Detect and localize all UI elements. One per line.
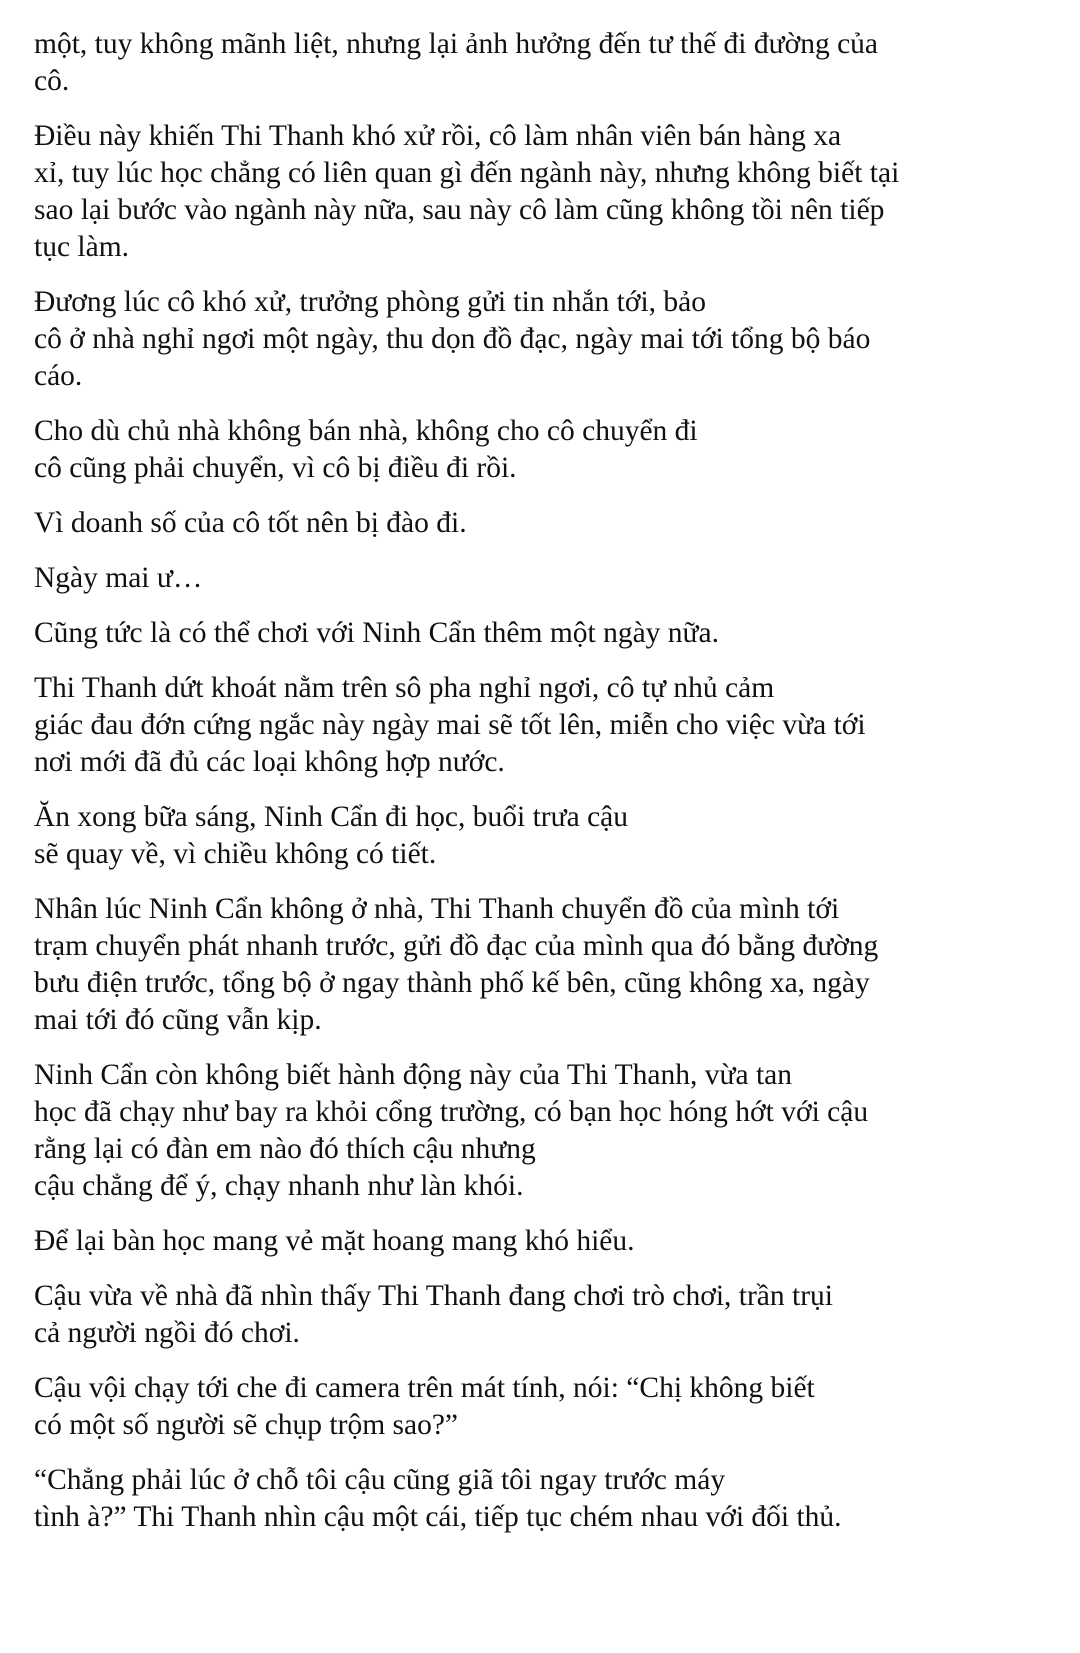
text-line: Điều này khiến Thi Thanh khó xử rồi, cô làm nhân viên bán hàng xa [34, 120, 842, 152]
text-line: cả người ngồi đó chơi. [34, 1317, 300, 1349]
text-line: Thi Thanh dứt khoát nằm trên sô pha nghỉ ngơi, cô tự nhủ cảm [34, 672, 775, 704]
text-line: cậu chẳng để ý, chạy nhanh như làn khói. [34, 1170, 524, 1202]
paragraph [34, 615, 1064, 652]
paragraph [34, 26, 1064, 100]
text-line: Cậu vừa về nhà đã nhìn thấy Thi Thanh đang chơi trò chơi, trần trụi [34, 1280, 833, 1312]
paragraph [34, 670, 1064, 781]
text-line: sẽ quay về, vì chiều không có tiết. [34, 838, 437, 870]
text-line: cô ở nhà nghỉ ngơi một ngày, thu dọn đồ đạc, ngày mai tới tổng bộ báo [34, 323, 871, 355]
text-line: cô. [34, 65, 70, 97]
paragraph [34, 891, 1064, 1039]
paragraph [34, 1462, 1064, 1536]
text-line: giác đau đớn cứng ngắc này ngày mai sẽ tốt lên, miễn cho việc vừa tới [34, 709, 866, 741]
text-line: Nhân lúc Ninh Cẩn không ở nhà, Thi Thanh chuyển đồ của mình tới [34, 893, 840, 925]
paragraph [34, 1370, 1064, 1444]
text-line: học đã chạy như bay ra khỏi cổng trường, có bạn học hóng hớt với cậu [34, 1096, 869, 1128]
text-line: sao lại bước vào ngành này nữa, sau này cô làm cũng không tồi nên tiếp [34, 194, 885, 226]
paragraph [34, 1057, 1064, 1205]
text-line: trạm chuyển phát nhanh trước, gửi đồ đạc của mình qua đó bằng đường [34, 930, 879, 962]
text-line: mai tới đó cũng vẫn kịp. [34, 1004, 322, 1036]
text-line: một, tuy không mãnh liệt, nhưng lại ảnh hưởng đến tư thế đi đường của [34, 28, 879, 60]
paragraph [34, 1223, 1064, 1260]
paragraph [34, 505, 1064, 542]
text-line: cô cũng phải chuyển, vì cô bị điều đi rồi. [34, 452, 517, 484]
paragraph [34, 118, 1064, 266]
paragraph [34, 799, 1064, 873]
text-line: Ninh Cẩn còn không biết hành động này của Thi Thanh, vừa tan [34, 1059, 792, 1091]
paragraph [34, 1278, 1064, 1352]
document-page [34, 26, 1064, 1554]
text-line: xỉ, tuy lúc học chẳng có liên quan gì đến ngành này, nhưng không biết tại [34, 157, 900, 189]
paragraph [34, 413, 1064, 487]
text-line: Vì doanh số của cô tốt nên bị đào đi. [34, 507, 467, 539]
text-line: nơi mới đã đủ các loại không hợp nước. [34, 746, 505, 778]
text-line: “Chẳng phải lúc ở chỗ tôi cậu cũng giã tôi ngay trước máy [34, 1464, 726, 1496]
text-line: rằng lại có đàn em nào đó thích cậu nhưng [34, 1133, 536, 1165]
text-line: tục làm. [34, 231, 130, 263]
text-line: có một số người sẽ chụp trộm sao?” [34, 1409, 459, 1441]
text-line: cáo. [34, 360, 83, 392]
text-line: Ăn xong bữa sáng, Ninh Cẩn đi học, buổi trưa cậu [34, 801, 629, 833]
text-line: Cũng tức là có thể chơi với Ninh Cẩn thêm một ngày nữa. [34, 617, 720, 649]
paragraph [34, 284, 1064, 395]
text-line: Đương lúc cô khó xử, trưởng phòng gửi tin nhắn tới, bảo [34, 286, 707, 318]
text-line: Cậu vội chạy tới che đi camera trên mát tính, nói: “Chị không biết [34, 1372, 815, 1404]
text-line: bưu điện trước, tổng bộ ở ngay thành phố kế bên, cũng không xa, ngày [34, 967, 870, 999]
text-line: Ngày mai ư… [34, 562, 203, 594]
paragraph [34, 560, 1064, 597]
text-line: Cho dù chủ nhà không bán nhà, không cho cô chuyển đi [34, 415, 698, 447]
text-line: tình à?” Thi Thanh nhìn cậu một cái, tiếp tục chém nhau với đối thủ. [34, 1501, 842, 1533]
text-line: Để lại bàn học mang vẻ mặt hoang mang khó hiểu. [34, 1225, 635, 1257]
